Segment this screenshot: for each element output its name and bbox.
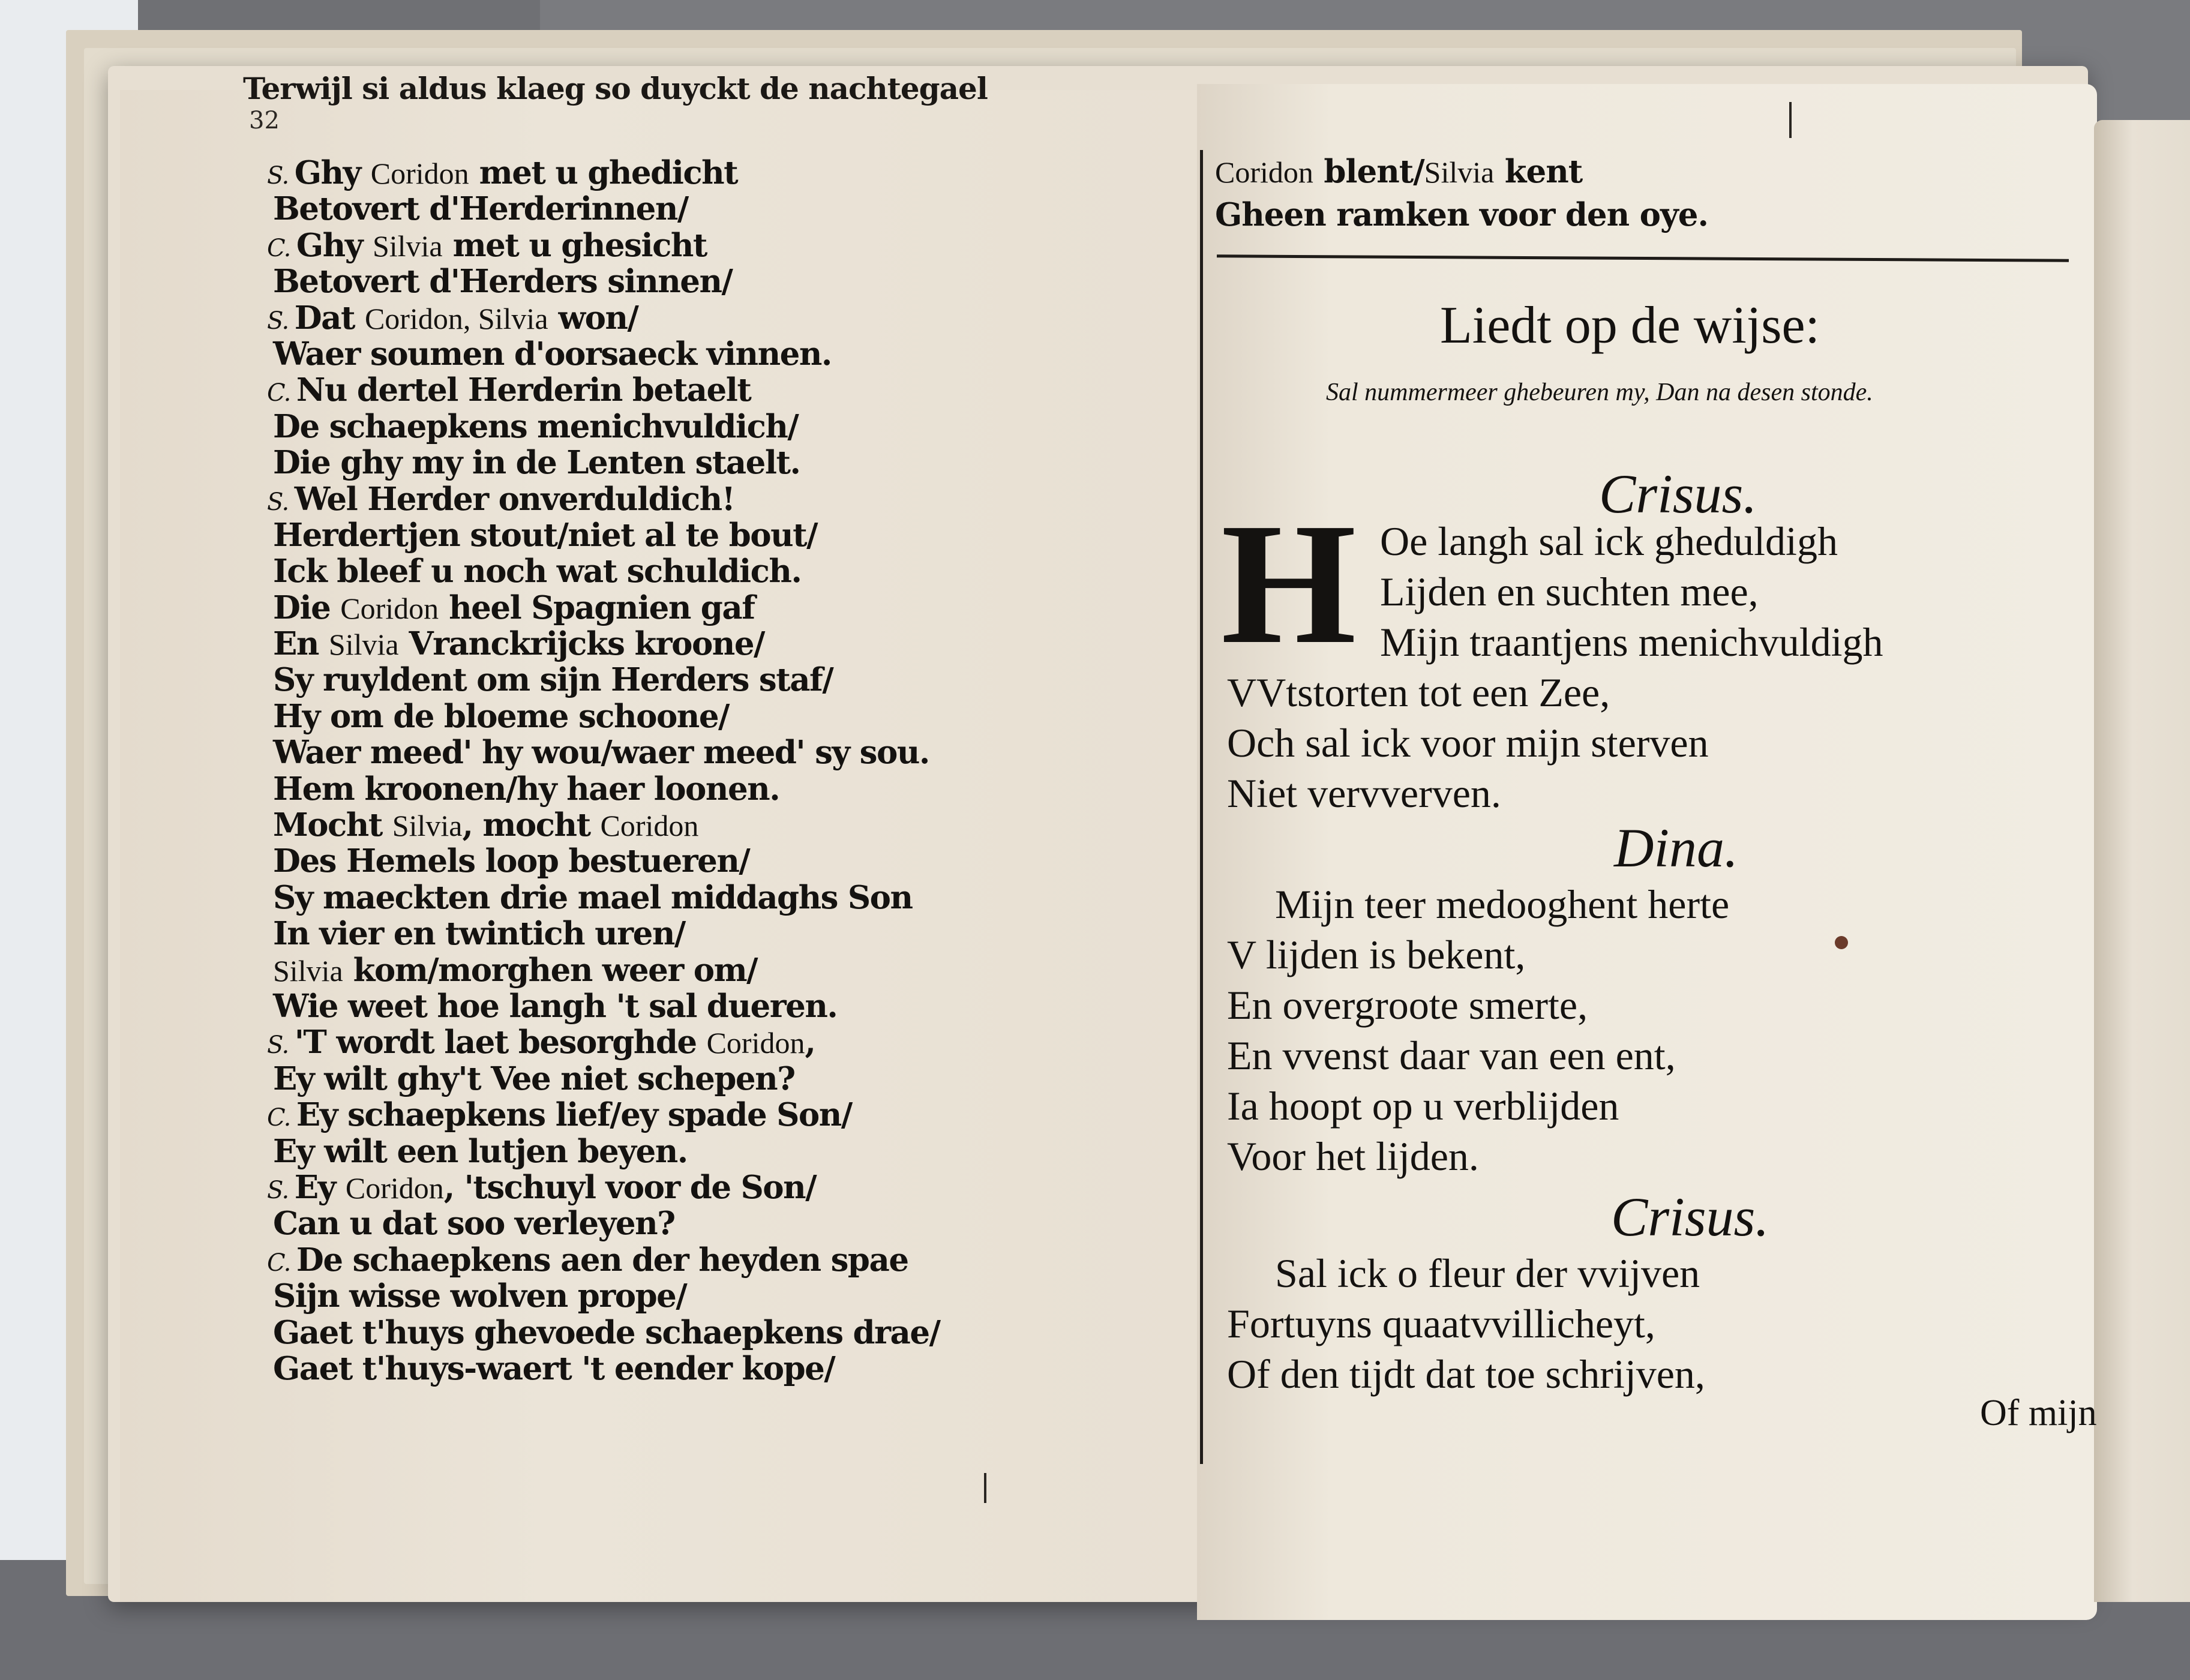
speaker-mark: S. (267, 1176, 289, 1204)
blackletter-text: Ghy (296, 226, 373, 264)
speaker-mark: C. (267, 379, 290, 407)
verse-line (273, 880, 940, 916)
blackletter-text: met u ghesicht (442, 226, 707, 264)
blackletter-text: De schaepkens menichvuldich/ (273, 407, 799, 445)
verse-line: Och sal ick voor mijn sterven (1227, 720, 1709, 766)
verse-line: VVtstorten tot een Zee, (1227, 670, 1610, 715)
verse-line (273, 626, 940, 662)
next-page-edge (2094, 120, 2190, 1602)
verse-line: Ia hoopt op u verblijden (1227, 1083, 1619, 1129)
verse-line: Of den tijdt dat toe schrijven, (1227, 1351, 1705, 1397)
verse-line (273, 409, 940, 445)
column-rule (1200, 150, 1203, 1464)
verse-line (273, 590, 940, 626)
verse-line: V lijden is bekent, (1227, 932, 1526, 977)
ink-stain (1835, 936, 1848, 949)
verse-line (273, 952, 940, 988)
blackletter-text: Die (273, 589, 341, 626)
blackletter-text: met u ghedicht (469, 154, 738, 191)
speaker-mark: C. (267, 1249, 290, 1277)
blackletter-text: kent (1494, 153, 1583, 190)
speaker-name: Dina. (1614, 817, 1738, 878)
verse-line (273, 553, 940, 589)
stanza-2 (1227, 879, 1729, 1181)
catchword: Of mijn (1980, 1393, 2097, 1433)
roman-name: Silvia (1424, 155, 1495, 189)
verse-line (273, 263, 940, 299)
verse-line (273, 807, 940, 843)
roman-name: Coridon (600, 809, 699, 843)
blackletter-text: Ghy (294, 154, 371, 191)
roman-name: Coridon (706, 1026, 805, 1060)
blackletter-text: Wie weet hoe langh 't sal dueren. (273, 987, 838, 1025)
left-page-text (267, 154, 940, 1387)
verse-line (267, 372, 940, 408)
verse-line (273, 191, 940, 227)
roman-name: Silvia (273, 953, 343, 988)
blackletter-text: blent/ (1313, 153, 1424, 190)
roman-name: Silvia (372, 229, 443, 263)
verse-line (267, 1024, 940, 1060)
header-line (1215, 150, 1708, 193)
blackletter-text: Ey schaepkens lief/ey spade Son/ (296, 1096, 852, 1134)
verse-line (273, 1351, 940, 1387)
blackletter-text: Sy maeckten drie mael middaghs Son (273, 878, 913, 916)
verse-line (267, 300, 940, 336)
speaker-mark: S. (267, 488, 289, 516)
stanza-1-continued (1227, 667, 1709, 818)
roman-name: Silvia (392, 809, 463, 843)
verse-line (267, 1242, 940, 1278)
verse-line: Mijn traantjens menichvuldigh (1380, 619, 1883, 665)
blackletter-text: Nu dertel Herderin betaelt (296, 371, 751, 409)
blackletter-text: Waer meed' hy wou/waer meed' sy sou. (273, 734, 929, 772)
blackletter-text: Ey wilt ghy't Vee niet schepen? (273, 1060, 795, 1097)
verse-line (273, 843, 940, 879)
verse-line (273, 1061, 940, 1097)
roman-name: Silvia (328, 628, 399, 662)
verse-line (267, 227, 940, 263)
header-line (1215, 193, 1708, 236)
roman-name: Coridon (370, 157, 469, 190)
blackletter-text: Sijn wisse wolven prope/ (273, 1277, 687, 1315)
stanza-1 (1380, 516, 1883, 667)
roman-name: Coridon (340, 591, 439, 625)
verse-line (273, 662, 940, 698)
verse-line (273, 1278, 940, 1314)
speaker-mark: S. (267, 162, 289, 190)
roman-name: Coridon (345, 1171, 444, 1205)
blackletter-text: Des Hemels loop bestueren/ (273, 842, 750, 880)
verse-line (267, 1097, 940, 1133)
blackletter-text: Betovert d'Herders sinnen/ (273, 263, 733, 301)
blackletter-text: Wel Herder onverduldich! (294, 480, 735, 518)
blackletter-text: , 'tschuyl voor de Son/ (443, 1168, 817, 1206)
verse-line: Niet vervverven. (1227, 770, 1501, 816)
blackletter-text: Vranckrijcks kroone/ (398, 625, 764, 663)
speaker-name: Crisus. (1599, 463, 1757, 524)
verse-line (273, 1133, 940, 1169)
verse-line: Lijden en suchten mee, (1380, 569, 1759, 614)
verse-line (273, 988, 940, 1024)
blackletter-text: Herdertjen stout/niet al te bout/ (273, 516, 818, 554)
blackletter-text: Gaet t'huys-waert 't eender kope/ (273, 1349, 835, 1387)
verse-line (267, 155, 940, 191)
verse-line: En overgroote smerte, (1227, 982, 1588, 1028)
speaker-mark: S. (267, 1031, 289, 1060)
blackletter-text: kom/morghen weer om/ (343, 951, 758, 989)
verse-line (273, 1315, 940, 1351)
drop-cap: H (1221, 487, 1357, 680)
blackletter-text: Hem kroonen/hy haer loonen. (273, 770, 780, 808)
verse-line: Mijn teer medooghent herte (1275, 881, 1730, 927)
blackletter-text: En (273, 625, 329, 663)
tune-indication: Sal nummermeer ghebeuren my, Dan na desen stonde. (1326, 379, 1873, 406)
blackletter-text: Gheen ramken voor den oye. (1215, 196, 1708, 233)
blackletter-text: Waer soumen d'oorsaeck vinnen. (273, 335, 832, 373)
stanza-3 (1227, 1248, 1705, 1399)
blackletter-text: Hy om de bloeme schoone/ (273, 697, 729, 735)
verse-line (267, 1169, 940, 1205)
verse-line: En vvenst daar van een ent, (1227, 1033, 1676, 1078)
speaker-mark: C. (267, 1104, 290, 1132)
blackletter-text: , mocht (462, 806, 601, 844)
verse-line: Voor het lijden. (1227, 1133, 1479, 1179)
blackletter-text: In vier en twintich uren/ (273, 915, 685, 953)
blackletter-text: won/ (548, 299, 638, 337)
blackletter-text: Die ghy my in de Lenten staelt. (273, 444, 800, 482)
verse-line (267, 481, 940, 517)
verse-line (273, 734, 940, 770)
blackletter-text: Ey wilt een lutjen beyen. (273, 1132, 688, 1170)
verse-line: Sal ick o fleur der vvijven (1275, 1250, 1700, 1296)
speaker-mark: S. (267, 307, 289, 335)
speaker-mark: C. (267, 234, 290, 262)
printer-mark (984, 1473, 986, 1503)
verse-line (273, 771, 940, 807)
verse-line (273, 1205, 940, 1241)
verse-line (273, 698, 940, 734)
blackletter-text: , (805, 1024, 815, 1061)
verse-line: Fortuyns quaatvvillicheyt, (1227, 1301, 1655, 1346)
running-head: Terwijl si aldus klaeg so duyckt de nachtegael (243, 71, 988, 106)
roman-name: Coridon (1215, 155, 1313, 189)
blackletter-text: Gaet t'huys ghevoede schaepkens drae/ (273, 1313, 940, 1351)
blackletter-text: De schaepkens aen der heyden spae (296, 1241, 908, 1279)
blackletter-text: Sy ruyldent om sijn Herders staf/ (273, 661, 833, 699)
page-number: 32 (249, 107, 280, 134)
blackletter-text: 'T wordt laet besorghde (294, 1024, 707, 1061)
verse-line (273, 916, 940, 952)
blackletter-text: Ey (294, 1168, 346, 1206)
verse-line (273, 445, 940, 481)
song-title: Liedt op de wijse: (1440, 296, 1820, 355)
printer-mark (1789, 102, 1792, 138)
right-page-header (1215, 150, 1708, 236)
blackletter-text: Betovert d'Herderinnen/ (273, 190, 688, 228)
verse-line (273, 517, 940, 553)
blackletter-text: Dat (294, 299, 365, 337)
blackletter-text: Ick bleef u noch wat schuldich. (273, 553, 802, 590)
verse-line (273, 336, 940, 372)
verse-line: Oe langh sal ick gheduldigh (1380, 518, 1838, 564)
blackletter-text: Can u dat soo verleyen? (273, 1205, 675, 1243)
roman-name: Coridon, Silvia (364, 301, 548, 335)
blackletter-text: heel Spagnien gaf (439, 589, 755, 626)
blackletter-text: Mocht (273, 806, 392, 844)
speaker-name: Crisus. (1611, 1186, 1769, 1247)
